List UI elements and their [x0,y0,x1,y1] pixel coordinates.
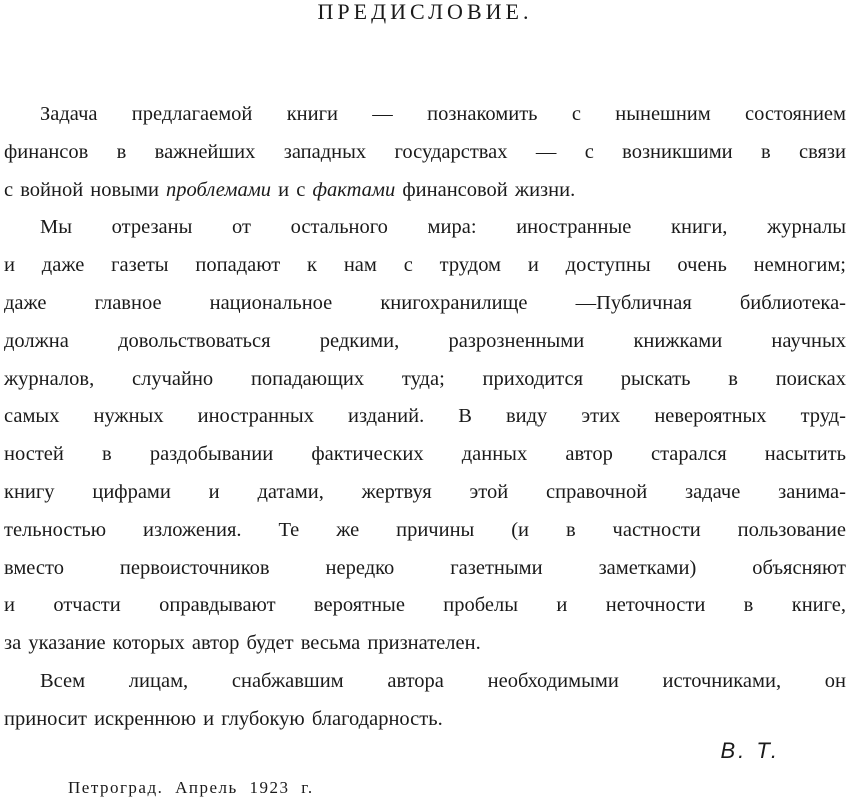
text-segment: ностей в раздобывании фактических данных автор старался насытить [4,443,846,466]
text-segment: должна довольствоваться редкими, разрозненными книжками научных [4,329,846,352]
text-segment: тельностью изложения. Те же причины (и в частности пользование [4,518,846,541]
author-signature: В. Т. [720,738,780,763]
text-segment: финансов в важнейших западных государствах — с возникшими в связи [4,140,846,163]
text-segment: даже главное национальное книгохранилище —Публичная библиотека- [4,291,846,314]
text-line [4,398,846,436]
paragraph [4,209,846,663]
text-segment: самых нужных иностранных изданий. В виду этих невероятных труд- [4,405,846,428]
text-line [4,436,846,474]
text-line [4,663,846,701]
text-line [4,512,846,550]
text-segment: финансовой жизни. [395,178,576,201]
text-line [4,323,846,361]
text-segment: за указание которых автор будет весьма признателен. [4,632,481,655]
text-line [4,361,846,399]
text-segment: приносит искреннюю и глубокую благодарность. [4,707,443,730]
text-segment: и даже газеты попадают к нам с трудом и доступны очень немногим; [4,254,846,277]
italic-term: фактами [312,178,396,201]
place-date: Петроград. Апрель 1923 г. [68,778,314,797]
text-line [4,96,846,134]
page-title: ПРЕДИСЛОВИЕ. [317,0,533,24]
paragraph [4,96,846,209]
text-line [4,134,846,172]
text-segment: Мы отрезаны от остального мира: иностранные книги, журналы [40,216,846,239]
text-segment: Задача предлагаемой книги — познакомить с нынешним состоянием [40,103,846,125]
text-line [4,209,846,247]
text-segment: книгу цифрами и датами, жертвуя этой справочной задаче занима- [4,480,846,503]
text-line [4,550,846,588]
text-segment: с войной новыми [4,178,167,201]
text-line [4,625,846,663]
italic-term: проблемами [166,178,272,201]
text-line [4,701,846,739]
paragraph [4,663,846,739]
text-line [4,474,846,512]
text-segment: Всем лицам, снабжавшим автора необходимыми источниками, он [40,669,846,692]
text-line [4,587,846,625]
text-segment: и отчасти оправдывают вероятные пробелы и неточности в книге, [4,594,846,617]
text-segment: журналов, случайно попадающих туда; приходится рыскать в поисках [4,367,846,390]
body-text [4,96,846,739]
text-line [4,172,846,210]
text-line [4,285,846,323]
text-segment: вместо первоисточников нередко газетными заметками) объясняют [4,556,846,579]
text-line [4,247,846,285]
text-segment: и с [271,178,313,201]
